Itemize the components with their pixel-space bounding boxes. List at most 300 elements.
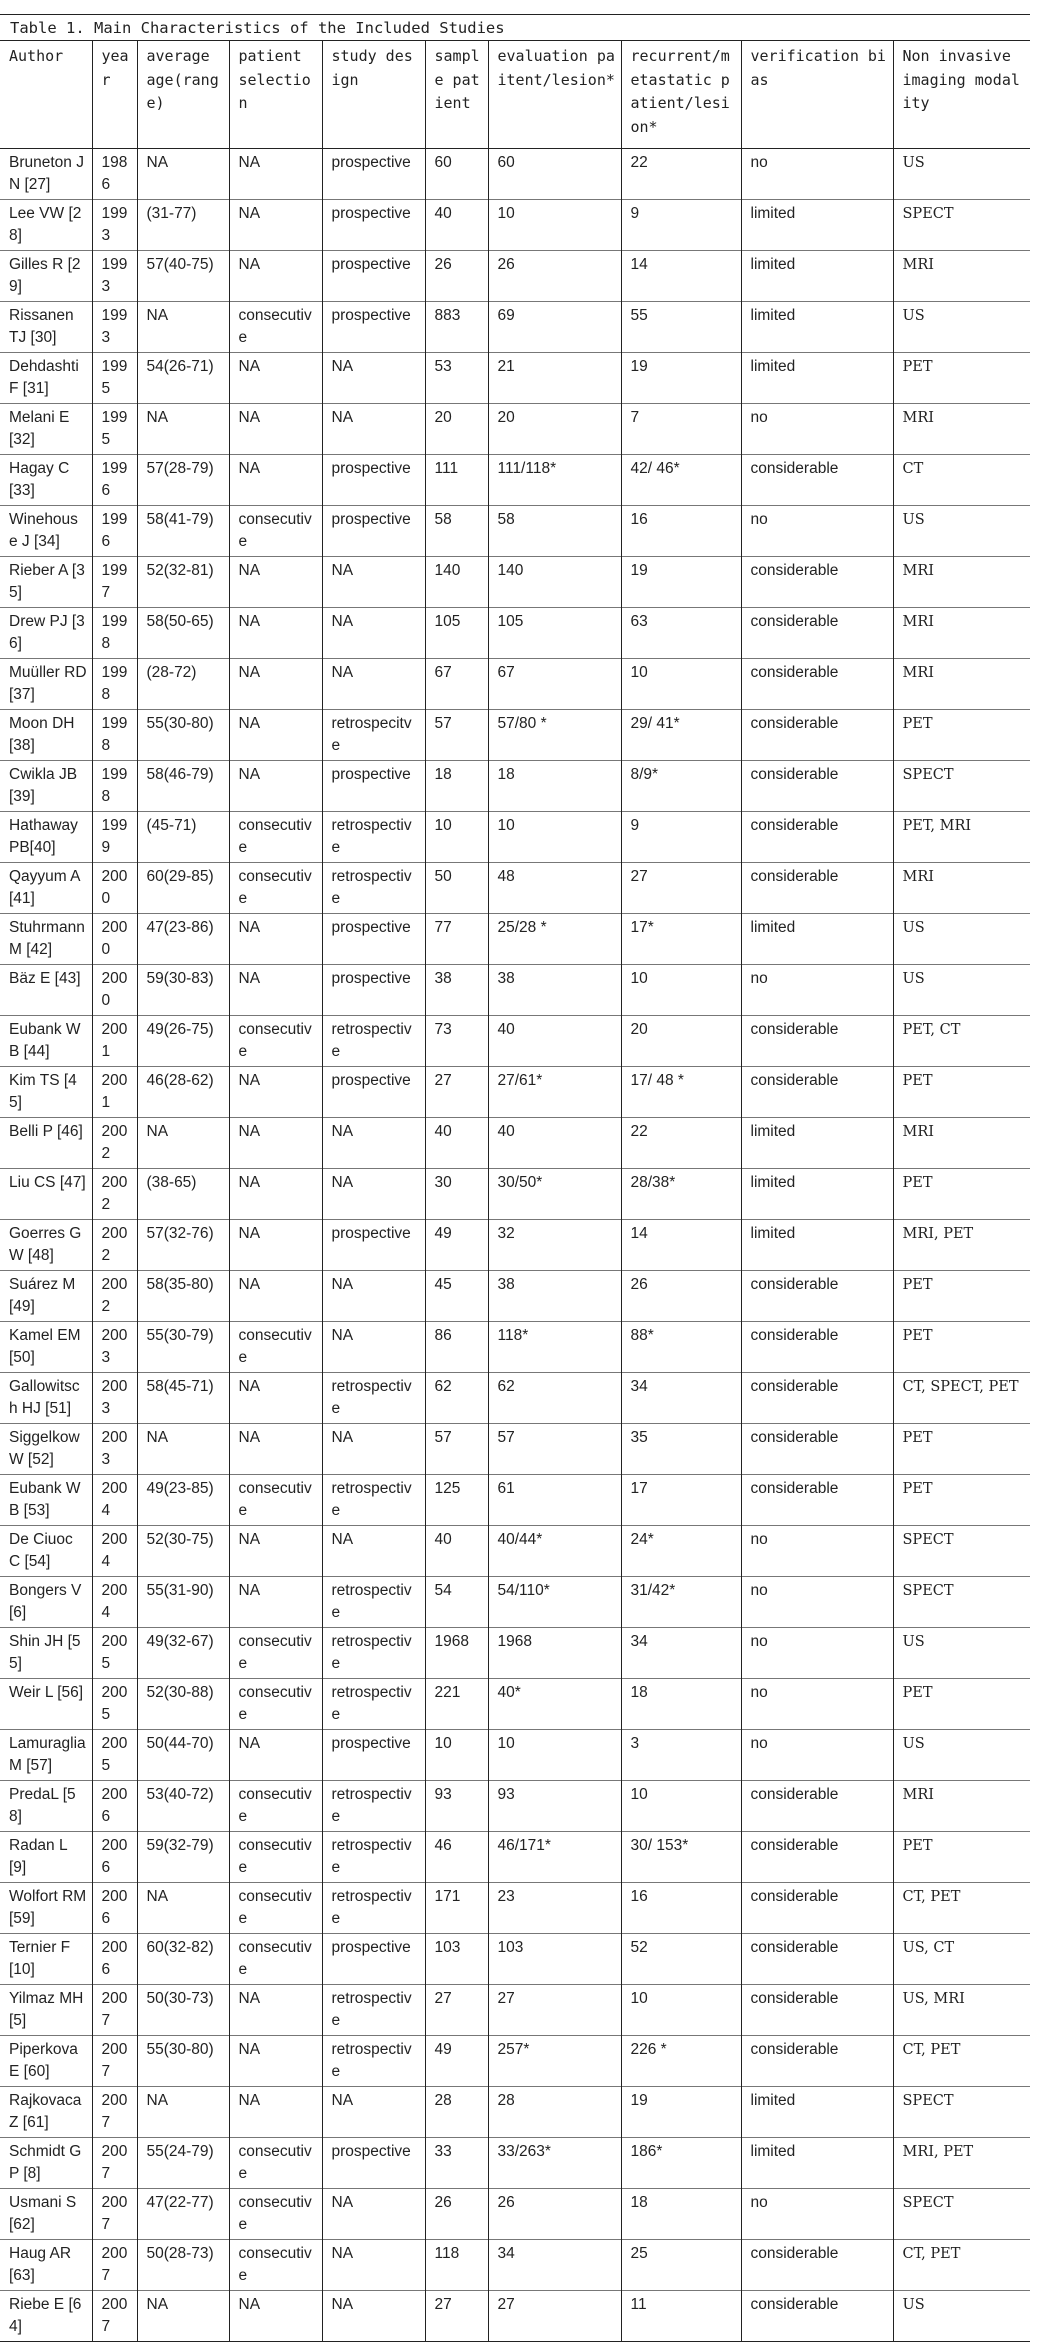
cell-modality: PET [893, 1271, 1030, 1322]
cell-year: 2002 [92, 1118, 137, 1169]
cell-modality: PET [893, 1169, 1030, 1220]
table-row [0, 2087, 1030, 2138]
cell-evaluation: 48 [488, 863, 621, 914]
cell-recurrent: 19 [621, 2087, 741, 2138]
cell-sample: 118 [425, 2240, 488, 2291]
cell-recurrent: 10 [621, 965, 741, 1016]
cell-modality: MRI [893, 659, 1030, 710]
cell-age: NA [137, 1883, 229, 1934]
cell-modality: CT, SPECT, PET [893, 1373, 1030, 1424]
cell-bias: limited [741, 302, 893, 353]
cell-selection: NA [229, 914, 322, 965]
cell-author: Drew PJ [36] [0, 608, 92, 659]
cell-author: Goerres GW [48] [0, 1220, 92, 1271]
cell-design: prospective [322, 1934, 425, 1985]
cell-bias: considerable [741, 1475, 893, 1526]
cell-age: NA [137, 2291, 229, 2342]
cell-sample: 40 [425, 1118, 488, 1169]
cell-bias: limited [741, 200, 893, 251]
cell-bias: no [741, 1628, 893, 1679]
table-row [0, 761, 1030, 812]
cell-year: 2006 [92, 1934, 137, 1985]
cell-bias: no [741, 965, 893, 1016]
cell-author: Belli P [46] [0, 1118, 92, 1169]
cell-sample: 73 [425, 1016, 488, 1067]
cell-sample: 40 [425, 1526, 488, 1577]
col-header-selection: patient selection [229, 41, 322, 149]
cell-age: NA [137, 1424, 229, 1475]
cell-selection: consecutive [229, 1781, 322, 1832]
cell-modality: SPECT [893, 200, 1030, 251]
cell-year: 1993 [92, 302, 137, 353]
cell-year: 2000 [92, 914, 137, 965]
cell-year: 1995 [92, 404, 137, 455]
cell-sample: 26 [425, 2189, 488, 2240]
cell-evaluation: 26 [488, 2189, 621, 2240]
cell-bias: considerable [741, 1883, 893, 1934]
cell-recurrent: 17* [621, 914, 741, 965]
cell-author: Haug AR [63] [0, 2240, 92, 2291]
table-row [0, 1373, 1030, 1424]
cell-age: (45-71) [137, 812, 229, 863]
cell-age: 50(30-73) [137, 1985, 229, 2036]
cell-author: Cwikla JB [39] [0, 761, 92, 812]
table-row [0, 659, 1030, 710]
cell-design: NA [322, 1424, 425, 1475]
cell-evaluation: 18 [488, 761, 621, 812]
cell-design: retrospective [322, 1628, 425, 1679]
col-header-age: average age(range) [137, 41, 229, 149]
cell-age: 60(29-85) [137, 863, 229, 914]
table-caption: Table 1. Main Characteristics of the Included Studies [0, 14, 1030, 40]
cell-design: prospective [322, 200, 425, 251]
col-header-bias: verification bias [741, 41, 893, 149]
cell-age: 52(32-81) [137, 557, 229, 608]
cell-sample: 49 [425, 2036, 488, 2087]
cell-author: Riebe E [64] [0, 2291, 92, 2342]
cell-author: Muüller RD [37] [0, 659, 92, 710]
cell-recurrent: 30/ 153* [621, 1832, 741, 1883]
cell-sample: 50 [425, 863, 488, 914]
cell-modality: PET, CT [893, 1016, 1030, 1067]
cell-sample: 221 [425, 1679, 488, 1730]
cell-age: 52(30-75) [137, 1526, 229, 1577]
cell-year: 2007 [92, 2087, 137, 2138]
cell-modality: PET [893, 353, 1030, 404]
cell-selection: NA [229, 1373, 322, 1424]
cell-sample: 49 [425, 1220, 488, 1271]
cell-author: Melani E [32] [0, 404, 92, 455]
cell-author: Lee VW [28] [0, 200, 92, 251]
cell-design: retrospective [322, 1577, 425, 1628]
cell-bias: no [741, 149, 893, 200]
cell-evaluation: 30/50* [488, 1169, 621, 1220]
cell-selection: NA [229, 710, 322, 761]
cell-modality: MRI [893, 1118, 1030, 1169]
cell-bias: considerable [741, 557, 893, 608]
cell-recurrent: 27 [621, 863, 741, 914]
cell-bias: considerable [741, 1271, 893, 1322]
cell-modality: CT [893, 455, 1030, 506]
cell-design: NA [322, 1169, 425, 1220]
cell-recurrent: 9 [621, 812, 741, 863]
cell-bias: considerable [741, 863, 893, 914]
cell-selection: NA [229, 1526, 322, 1577]
cell-age: (38-65) [137, 1169, 229, 1220]
cell-selection: NA [229, 608, 322, 659]
table-row [0, 557, 1030, 608]
cell-evaluation: 257* [488, 2036, 621, 2087]
cell-age: NA [137, 404, 229, 455]
cell-evaluation: 33/263* [488, 2138, 621, 2189]
cell-recurrent: 8/9* [621, 761, 741, 812]
cell-selection: NA [229, 1067, 322, 1118]
cell-design: retrospective [322, 1832, 425, 1883]
cell-recurrent: 34 [621, 1628, 741, 1679]
cell-sample: 57 [425, 1424, 488, 1475]
cell-modality: CT, PET [893, 2240, 1030, 2291]
cell-modality: MRI, PET [893, 1220, 1030, 1271]
cell-author: Qayyum A [41] [0, 863, 92, 914]
cell-modality: MRI [893, 608, 1030, 659]
table-header-row [0, 41, 1030, 149]
cell-design: retrospective [322, 863, 425, 914]
cell-recurrent: 52 [621, 1934, 741, 1985]
cell-recurrent: 26 [621, 1271, 741, 1322]
cell-age: 57(32-76) [137, 1220, 229, 1271]
cell-age: 49(32-67) [137, 1628, 229, 1679]
cell-author: Dehdashti F [31] [0, 353, 92, 404]
cell-sample: 27 [425, 2291, 488, 2342]
cell-recurrent: 25 [621, 2240, 741, 2291]
cell-bias: considerable [741, 1322, 893, 1373]
cell-year: 2005 [92, 1679, 137, 1730]
cell-age: 57(40-75) [137, 251, 229, 302]
cell-selection: consecutive [229, 1475, 322, 1526]
cell-year: 2001 [92, 1016, 137, 1067]
table-row [0, 404, 1030, 455]
cell-bias: considerable [741, 1424, 893, 1475]
table-row [0, 2138, 1030, 2189]
cell-bias: limited [741, 1118, 893, 1169]
cell-evaluation: 40 [488, 1118, 621, 1169]
cell-design: prospective [322, 761, 425, 812]
cell-design: NA [322, 1271, 425, 1322]
cell-design: retrospective [322, 1883, 425, 1934]
cell-modality: PET [893, 1475, 1030, 1526]
table-row [0, 1883, 1030, 1934]
cell-recurrent: 18 [621, 2189, 741, 2240]
table-row [0, 1220, 1030, 1271]
cell-author: Radan L [9] [0, 1832, 92, 1883]
cell-sample: 33 [425, 2138, 488, 2189]
cell-age: 58(35-80) [137, 1271, 229, 1322]
cell-recurrent: 19 [621, 353, 741, 404]
cell-modality: MRI [893, 1781, 1030, 1832]
cell-modality: PET [893, 1424, 1030, 1475]
cell-modality: US [893, 506, 1030, 557]
cell-recurrent: 29/ 41* [621, 710, 741, 761]
table-body [0, 149, 1030, 2342]
cell-design: prospective [322, 149, 425, 200]
cell-age: 55(30-80) [137, 710, 229, 761]
cell-sample: 140 [425, 557, 488, 608]
table-row [0, 1016, 1030, 1067]
cell-modality: CT, PET [893, 1883, 1030, 1934]
cell-year: 2005 [92, 1628, 137, 1679]
cell-age: NA [137, 149, 229, 200]
cell-design: NA [322, 2240, 425, 2291]
cell-age: (31-77) [137, 200, 229, 251]
cell-author: Ternier F [10] [0, 1934, 92, 1985]
cell-year: 1996 [92, 506, 137, 557]
cell-sample: 30 [425, 1169, 488, 1220]
cell-selection: consecutive [229, 2240, 322, 2291]
cell-evaluation: 140 [488, 557, 621, 608]
cell-sample: 27 [425, 1067, 488, 1118]
cell-selection: consecutive [229, 1322, 322, 1373]
cell-author: Kim TS [45] [0, 1067, 92, 1118]
cell-sample: 67 [425, 659, 488, 710]
cell-year: 2001 [92, 1067, 137, 1118]
cell-evaluation: 61 [488, 1475, 621, 1526]
cell-year: 1998 [92, 659, 137, 710]
cell-bias: no [741, 1730, 893, 1781]
col-header-author: Author [0, 41, 92, 149]
cell-author: Stuhrmann M [42] [0, 914, 92, 965]
cell-year: 1986 [92, 149, 137, 200]
col-header-year: year [92, 41, 137, 149]
cell-recurrent: 24* [621, 1526, 741, 1577]
cell-year: 2002 [92, 1220, 137, 1271]
cell-bias: no [741, 506, 893, 557]
cell-selection: NA [229, 404, 322, 455]
cell-year: 1995 [92, 353, 137, 404]
cell-age: 55(31-90) [137, 1577, 229, 1628]
cell-author: Eubank WB [44] [0, 1016, 92, 1067]
table-row [0, 455, 1030, 506]
cell-recurrent: 88* [621, 1322, 741, 1373]
cell-selection: consecutive [229, 1883, 322, 1934]
cell-recurrent: 14 [621, 1220, 741, 1271]
cell-sample: 171 [425, 1883, 488, 1934]
cell-age: 50(44-70) [137, 1730, 229, 1781]
col-header-modality: Non invasive imaging modality [893, 41, 1030, 149]
cell-year: 1993 [92, 251, 137, 302]
cell-author: Rissanen TJ [30] [0, 302, 92, 353]
table-row [0, 1679, 1030, 1730]
cell-age: 58(50-65) [137, 608, 229, 659]
cell-evaluation: 60 [488, 149, 621, 200]
cell-author: Hathaway PB[40] [0, 812, 92, 863]
cell-recurrent: 34 [621, 1373, 741, 1424]
table-row [0, 1628, 1030, 1679]
cell-author: Moon DH [38] [0, 710, 92, 761]
cell-recurrent: 31/42* [621, 1577, 741, 1628]
table-row [0, 863, 1030, 914]
cell-age: 47(23-86) [137, 914, 229, 965]
cell-sample: 54 [425, 1577, 488, 1628]
cell-modality: US [893, 1628, 1030, 1679]
cell-selection: NA [229, 2291, 322, 2342]
table-row [0, 302, 1030, 353]
cell-evaluation: 27/61* [488, 1067, 621, 1118]
cell-author: Usmani S [62] [0, 2189, 92, 2240]
cell-bias: no [741, 1577, 893, 1628]
cell-design: NA [322, 659, 425, 710]
cell-selection: NA [229, 1577, 322, 1628]
cell-age: (28-72) [137, 659, 229, 710]
table-row [0, 2036, 1030, 2087]
cell-design: NA [322, 2291, 425, 2342]
cell-modality: US [893, 149, 1030, 200]
cell-recurrent: 10 [621, 1781, 741, 1832]
cell-evaluation: 21 [488, 353, 621, 404]
cell-selection: NA [229, 1169, 322, 1220]
cell-sample: 86 [425, 1322, 488, 1373]
cell-design: retrospective [322, 1475, 425, 1526]
cell-bias: no [741, 404, 893, 455]
cell-evaluation: 27 [488, 2291, 621, 2342]
cell-year: 1993 [92, 200, 137, 251]
cell-selection: consecutive [229, 2189, 322, 2240]
cell-modality: MRI [893, 863, 1030, 914]
cell-modality: SPECT [893, 2189, 1030, 2240]
cell-bias: considerable [741, 608, 893, 659]
cell-author: Wolfort RM[59] [0, 1883, 92, 1934]
cell-modality: SPECT [893, 761, 1030, 812]
cell-sample: 60 [425, 149, 488, 200]
cell-design: NA [322, 1322, 425, 1373]
cell-recurrent: 17 [621, 1475, 741, 1526]
cell-age: 49(26-75) [137, 1016, 229, 1067]
cell-author: Hagay C [33] [0, 455, 92, 506]
cell-selection: NA [229, 659, 322, 710]
cell-year: 2007 [92, 1985, 137, 2036]
cell-selection: NA [229, 1220, 322, 1271]
cell-age: 59(32-79) [137, 1832, 229, 1883]
cell-year: 1998 [92, 761, 137, 812]
cell-selection: NA [229, 1424, 322, 1475]
cell-selection: NA [229, 1271, 322, 1322]
cell-sample: 40 [425, 200, 488, 251]
cell-age: 52(30-88) [137, 1679, 229, 1730]
table-row [0, 1475, 1030, 1526]
cell-evaluation: 28 [488, 2087, 621, 2138]
cell-evaluation: 62 [488, 1373, 621, 1424]
cell-sample: 57 [425, 710, 488, 761]
table-row [0, 965, 1030, 1016]
cell-evaluation: 23 [488, 1883, 621, 1934]
cell-recurrent: 19 [621, 557, 741, 608]
table-row [0, 2240, 1030, 2291]
cell-selection: consecutive [229, 1934, 322, 1985]
cell-year: 1997 [92, 557, 137, 608]
cell-bias: considerable [741, 659, 893, 710]
cell-modality: PET [893, 1832, 1030, 1883]
table-row [0, 2291, 1030, 2342]
cell-evaluation: 58 [488, 506, 621, 557]
cell-selection: consecutive [229, 302, 322, 353]
cell-recurrent: 42/ 46* [621, 455, 741, 506]
table-row [0, 506, 1030, 557]
cell-evaluation: 57 [488, 1424, 621, 1475]
cell-design: retrospective [322, 1781, 425, 1832]
cell-bias: considerable [741, 2291, 893, 2342]
cell-selection: NA [229, 200, 322, 251]
cell-bias: no [741, 1526, 893, 1577]
cell-evaluation: 26 [488, 251, 621, 302]
cell-design: NA [322, 2087, 425, 2138]
cell-year: 2005 [92, 1730, 137, 1781]
table-row [0, 1781, 1030, 1832]
cell-recurrent: 63 [621, 608, 741, 659]
cell-selection: NA [229, 251, 322, 302]
cell-age: 57(28-79) [137, 455, 229, 506]
cell-year: 2003 [92, 1424, 137, 1475]
cell-evaluation: 34 [488, 2240, 621, 2291]
cell-modality: US, MRI [893, 1985, 1030, 2036]
cell-design: NA [322, 2189, 425, 2240]
cell-bias: considerable [741, 1373, 893, 1424]
cell-bias: limited [741, 353, 893, 404]
cell-selection: consecutive [229, 863, 322, 914]
cell-author: Bongers V [6] [0, 1577, 92, 1628]
cell-sample: 125 [425, 1475, 488, 1526]
cell-design: retrospecitve [322, 710, 425, 761]
cell-age: 47(22-77) [137, 2189, 229, 2240]
cell-evaluation: 10 [488, 1730, 621, 1781]
cell-design: prospective [322, 1730, 425, 1781]
cell-recurrent: 3 [621, 1730, 741, 1781]
cell-bias: considerable [741, 812, 893, 863]
cell-author: Suárez M [49] [0, 1271, 92, 1322]
cell-design: retrospective [322, 1679, 425, 1730]
cell-design: NA [322, 557, 425, 608]
cell-modality: CT, PET [893, 2036, 1030, 2087]
cell-evaluation: 40/44* [488, 1526, 621, 1577]
cell-bias: limited [741, 1220, 893, 1271]
cell-recurrent: 28/38* [621, 1169, 741, 1220]
cell-selection: NA [229, 761, 322, 812]
cell-selection: NA [229, 149, 322, 200]
table-row [0, 1526, 1030, 1577]
cell-design: retrospective [322, 1985, 425, 2036]
cell-author: Bäz E [43] [0, 965, 92, 1016]
cell-evaluation: 20 [488, 404, 621, 455]
cell-age: 55(30-80) [137, 2036, 229, 2087]
cell-evaluation: 67 [488, 659, 621, 710]
cell-bias: limited [741, 251, 893, 302]
cell-bias: limited [741, 914, 893, 965]
cell-sample: 111 [425, 455, 488, 506]
cell-sample: 53 [425, 353, 488, 404]
studies-table [0, 40, 1030, 2342]
table-row [0, 1832, 1030, 1883]
cell-sample: 26 [425, 251, 488, 302]
cell-author: Siggelkow W [52] [0, 1424, 92, 1475]
table-row [0, 1067, 1030, 1118]
cell-author: De Ciuoc C [54] [0, 1526, 92, 1577]
table-row [0, 1577, 1030, 1628]
cell-selection: consecutive [229, 1016, 322, 1067]
col-header-design: study design [322, 41, 425, 149]
table-row [0, 200, 1030, 251]
cell-sample: 27 [425, 1985, 488, 2036]
cell-evaluation: 40* [488, 1679, 621, 1730]
cell-sample: 93 [425, 1781, 488, 1832]
table-row [0, 353, 1030, 404]
